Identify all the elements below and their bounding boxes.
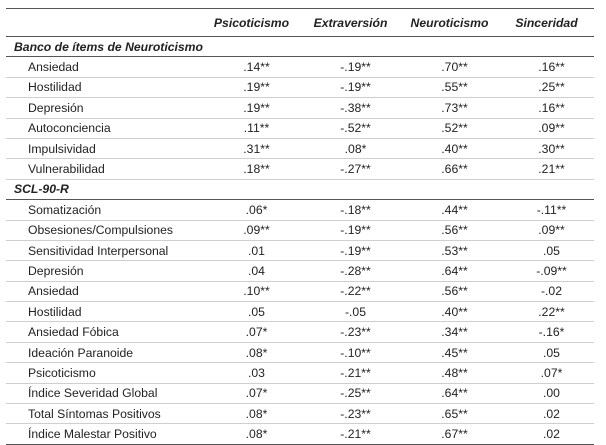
table-row (6, 138, 594, 158)
table-cell-value: .08* (301, 138, 400, 158)
table-row (6, 220, 594, 240)
table-cell-value: -.25** (301, 383, 400, 403)
table-row (6, 363, 594, 383)
table-row (6, 98, 594, 118)
table-cell-value: .02 (499, 404, 594, 424)
table-cell-value: .31** (202, 138, 301, 158)
table-cell-value: -.19** (301, 57, 400, 77)
section-header-row (6, 37, 594, 57)
table-cell-value: -.16* (499, 322, 594, 342)
table-cell-value: -.10** (301, 342, 400, 362)
table-cell-value: .66** (400, 159, 499, 179)
table-cell-value: .07* (202, 383, 301, 403)
table-body (6, 37, 594, 445)
table-cell-value: .45** (400, 342, 499, 362)
section-title: Banco de ítems de Neuroticismo (6, 37, 594, 57)
table-cell-value: .09** (202, 220, 301, 240)
table-cell-value: .05 (202, 302, 301, 322)
row-label: Impulsividad (6, 138, 202, 158)
table-cell-value: .10** (202, 281, 301, 301)
table-cell-value: .34** (400, 322, 499, 342)
table-cell-value: -.09** (499, 261, 594, 281)
table-cell-value: .65** (400, 404, 499, 424)
row-label: Depresión (6, 98, 202, 118)
table-cell-value: .09** (499, 118, 594, 138)
table-cell-value: .52** (400, 118, 499, 138)
table-cell-value: -.19** (301, 240, 400, 260)
table-cell-value: -.19** (301, 77, 400, 97)
table-row (6, 424, 594, 444)
row-label: Índice Severidad Global (6, 383, 202, 403)
table-cell-value: -.22** (301, 281, 400, 301)
row-label: Ansiedad (6, 281, 202, 301)
table-cell-value: .21** (499, 159, 594, 179)
table-row (6, 322, 594, 342)
table-cell-value: .16** (499, 57, 594, 77)
table-cell-value: .56** (400, 220, 499, 240)
row-label: Psicoticismo (6, 363, 202, 383)
table-cell-value: .30** (499, 138, 594, 158)
table-row (6, 118, 594, 138)
table-cell-value: .08* (202, 424, 301, 444)
correlation-table (6, 8, 594, 445)
table-cell-value: .70** (400, 57, 499, 77)
row-label: Somatización (6, 200, 202, 220)
table-cell-value: -.28** (301, 261, 400, 281)
table-cell-value: -.38** (301, 98, 400, 118)
table-cell-value: -.23** (301, 322, 400, 342)
table-cell-value: .67** (400, 424, 499, 444)
table-cell-value: .07* (499, 363, 594, 383)
table-cell-value: .40** (400, 138, 499, 158)
table-cell-value: -.19** (301, 220, 400, 240)
table-cell-value: .44** (400, 200, 499, 220)
table-cell-value: .05 (499, 342, 594, 362)
table-cell-value: -.02 (499, 281, 594, 301)
table-cell-value: .18** (202, 159, 301, 179)
header-cell-neuroticismo: Neuroticismo (400, 9, 499, 37)
table-cell-value: .08* (202, 342, 301, 362)
table-row (6, 261, 594, 281)
table-cell-value: -.23** (301, 404, 400, 424)
table-cell-value: .02 (499, 424, 594, 444)
table-cell-value: -.18** (301, 200, 400, 220)
section-header-row (6, 179, 594, 199)
table-cell-value: .48** (400, 363, 499, 383)
table-cell-value: .19** (202, 77, 301, 97)
table-cell-value: .04 (202, 261, 301, 281)
table-row (6, 383, 594, 403)
table-cell-value: .22** (499, 302, 594, 322)
table-header (6, 9, 594, 37)
table-cell-value: -.21** (301, 363, 400, 383)
row-label: Obsesiones/Compulsiones (6, 220, 202, 240)
header-cell-sinceridad: Sinceridad (499, 9, 594, 37)
table-cell-value: -.05 (301, 302, 400, 322)
table-cell-value: .53** (400, 240, 499, 260)
row-label: Ansiedad Fóbica (6, 322, 202, 342)
row-label: Ideación Paranoide (6, 342, 202, 362)
row-label: Autoconciencia (6, 118, 202, 138)
table-cell-value: -.52** (301, 118, 400, 138)
table-row (6, 281, 594, 301)
table-cell-value: .16** (499, 98, 594, 118)
header-cell-psicoticismo: Psicoticismo (202, 9, 301, 37)
section-title: SCL-90-R (6, 179, 594, 199)
table-row (6, 302, 594, 322)
table-row (6, 240, 594, 260)
row-label: Hostilidad (6, 77, 202, 97)
table-cell-value: -.27** (301, 159, 400, 179)
table-cell-value: .19** (202, 98, 301, 118)
table-cell-value: -.21** (301, 424, 400, 444)
row-label: Depresión (6, 261, 202, 281)
table-cell-value: .55** (400, 77, 499, 97)
table-cell-value: .06* (202, 200, 301, 220)
table-row (6, 342, 594, 362)
table-cell-value: .73** (400, 98, 499, 118)
header-cell-extraversion: Extraversión (301, 9, 400, 37)
table-row (6, 57, 594, 77)
table-cell-value: .14** (202, 57, 301, 77)
table-cell-value: .40** (400, 302, 499, 322)
table-cell-value: .09** (499, 220, 594, 240)
header-cell-label (6, 9, 202, 37)
table-row (6, 404, 594, 424)
table-cell-value: .25** (499, 77, 594, 97)
table-cell-value: .64** (400, 261, 499, 281)
row-label: Índice Malestar Positivo (6, 424, 202, 444)
row-label: Ansiedad (6, 57, 202, 77)
table-cell-value: .03 (202, 363, 301, 383)
row-label: Sensitividad Interpersonal (6, 240, 202, 260)
table-row (6, 77, 594, 97)
table-row (6, 200, 594, 220)
table-cell-value: .56** (400, 281, 499, 301)
table-cell-value: .64** (400, 383, 499, 403)
table-cell-value: -.11** (499, 200, 594, 220)
header-row (6, 9, 594, 37)
table-row (6, 159, 594, 179)
table-cell-value: .08* (202, 404, 301, 424)
table-cell-value: .05 (499, 240, 594, 260)
row-label: Total Síntomas Positivos (6, 404, 202, 424)
table-cell-value: .07* (202, 322, 301, 342)
table-cell-value: .11** (202, 118, 301, 138)
table-cell-value: .01 (202, 240, 301, 260)
row-label: Hostilidad (6, 302, 202, 322)
table-cell-value: .00 (499, 383, 594, 403)
row-label: Vulnerabilidad (6, 159, 202, 179)
